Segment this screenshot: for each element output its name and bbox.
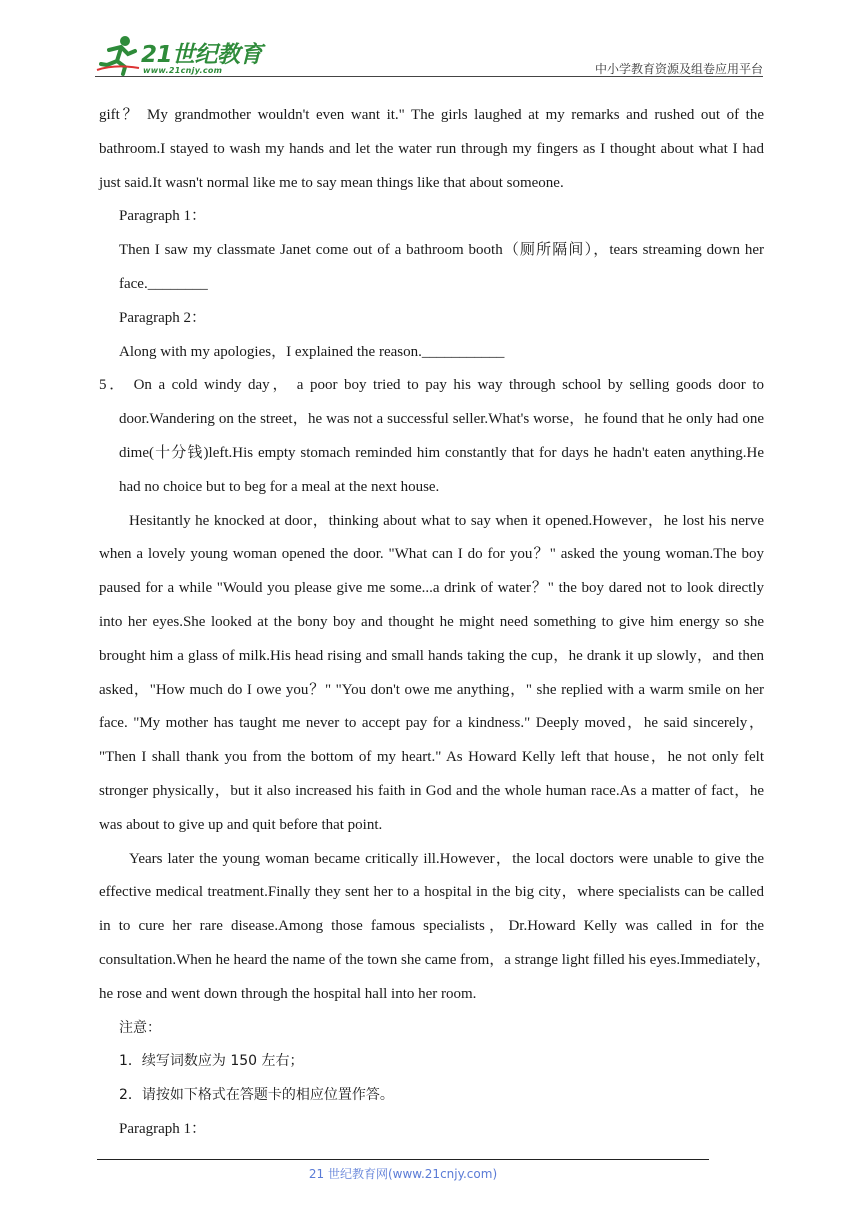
answer-blank: face.________ <box>119 275 208 292</box>
prompt-line: Then I saw my classmate Janet come out of a bathroom booth（厕所隔间），tears streaming down her <box>119 242 764 259</box>
text-line: paused for a while "Would you please give me some...a drink of water？" the boy dared not to look directly <box>99 580 764 597</box>
paragraph-label: Paragraph 2： <box>119 309 207 326</box>
text-line: he rose and went down through the hospital hall into her room. <box>99 985 477 1002</box>
header-divider <box>95 76 763 77</box>
logo-url: www.21cnjy.com <box>143 66 223 75</box>
page-footer[interactable]: 21 世纪教育网(www.21cnjy.com) <box>308 1167 498 1181</box>
page-header <box>95 30 763 76</box>
prompt-line: Along with my apologies，I explained the reason.___________ <box>119 343 505 360</box>
document-body <box>99 99 771 1147</box>
platform-name: 中小学教育资源及组卷应用平台 <box>594 62 763 76</box>
runner-icon <box>95 34 141 76</box>
text-line: Hesitantly he knocked at door，thinking about what to say when it opened.However，he lost his nerve <box>129 512 764 529</box>
text-line: stronger physically，but it also increased his faith in God and the whole human race.As a matter of fact，he <box>99 782 764 799</box>
text-line: consultation.When he heard the name of the town she came from，a strange light filled his eyes.Immediately， <box>99 951 771 968</box>
site-logo[interactable] <box>95 34 270 76</box>
footer-divider <box>97 1159 709 1160</box>
paragraph-label: Paragraph 1： <box>119 1120 207 1137</box>
text-line: just said.It wasn't normal like me to say mean things like that about someone. <box>99 174 564 191</box>
text-line: gift？ My grandmother wouldn't even want it." The girls laughed at my remarks and rushed out of the <box>99 107 764 123</box>
text-line: when a lovely young woman opened the door. "What can I do for you？" asked the young woman.The boy <box>99 546 764 563</box>
text-line: "Then I shall thank you from the bottom of my heart." As Howard Kelly left that house，he not only felt <box>99 749 764 766</box>
text-line: effective medical treatment.Finally they sent her to a hospital in the big city，where specialists can be called <box>99 884 764 901</box>
note-heading: 注意： <box>119 1019 161 1036</box>
note-item: 2．请按如下格式在答题卡的相应位置作答。 <box>119 1087 394 1104</box>
text-line: asked，"How much do I owe you？" "You don't owe me anything，" she replied with a warm smile on her <box>99 681 764 698</box>
text-line: brought him a glass of milk.His head rising and small hands taking the cup，he drank it up slowly，and then <box>99 647 764 664</box>
note-item: 1．续写词数应为 150 左右； <box>119 1053 304 1070</box>
text-line: in to cure her rare disease.Among those famous specialists，Dr.Howard Kelly was called in for the <box>99 918 764 935</box>
text-line: Years later the young woman became critically ill.However，the local doctors were unable to give the <box>129 850 764 867</box>
text-line: bathroom.I stayed to wash my hands and let the water run through my fingers as I thought about what I had <box>99 140 764 157</box>
text-line: door.Wandering on the street，he was not a successful seller.What's worse，he found that he only had one <box>119 411 764 428</box>
text-line: face. "My mother has taught me never to accept pay for a kindness." Deeply moved，he said sincerely， <box>99 715 764 732</box>
text-line: was about to give up and quit before that point. <box>99 816 383 833</box>
text-line: dime(十分钱)left.His empty stomach reminded him constantly that for days he hadn't eaten anything.He <box>119 444 764 461</box>
question-5-line: 5． On a cold windy day， a poor boy tried to pay his way through school by selling goods door to <box>99 377 764 394</box>
paragraph-label: Paragraph 1： <box>119 208 207 225</box>
text-line: had no choice but to beg for a meal at the next house. <box>119 478 440 495</box>
text-line: into her eyes.She looked at the bony boy and thought he might need something to give him energy so she <box>99 613 764 630</box>
logo-text: 21世纪教育 <box>141 42 263 68</box>
